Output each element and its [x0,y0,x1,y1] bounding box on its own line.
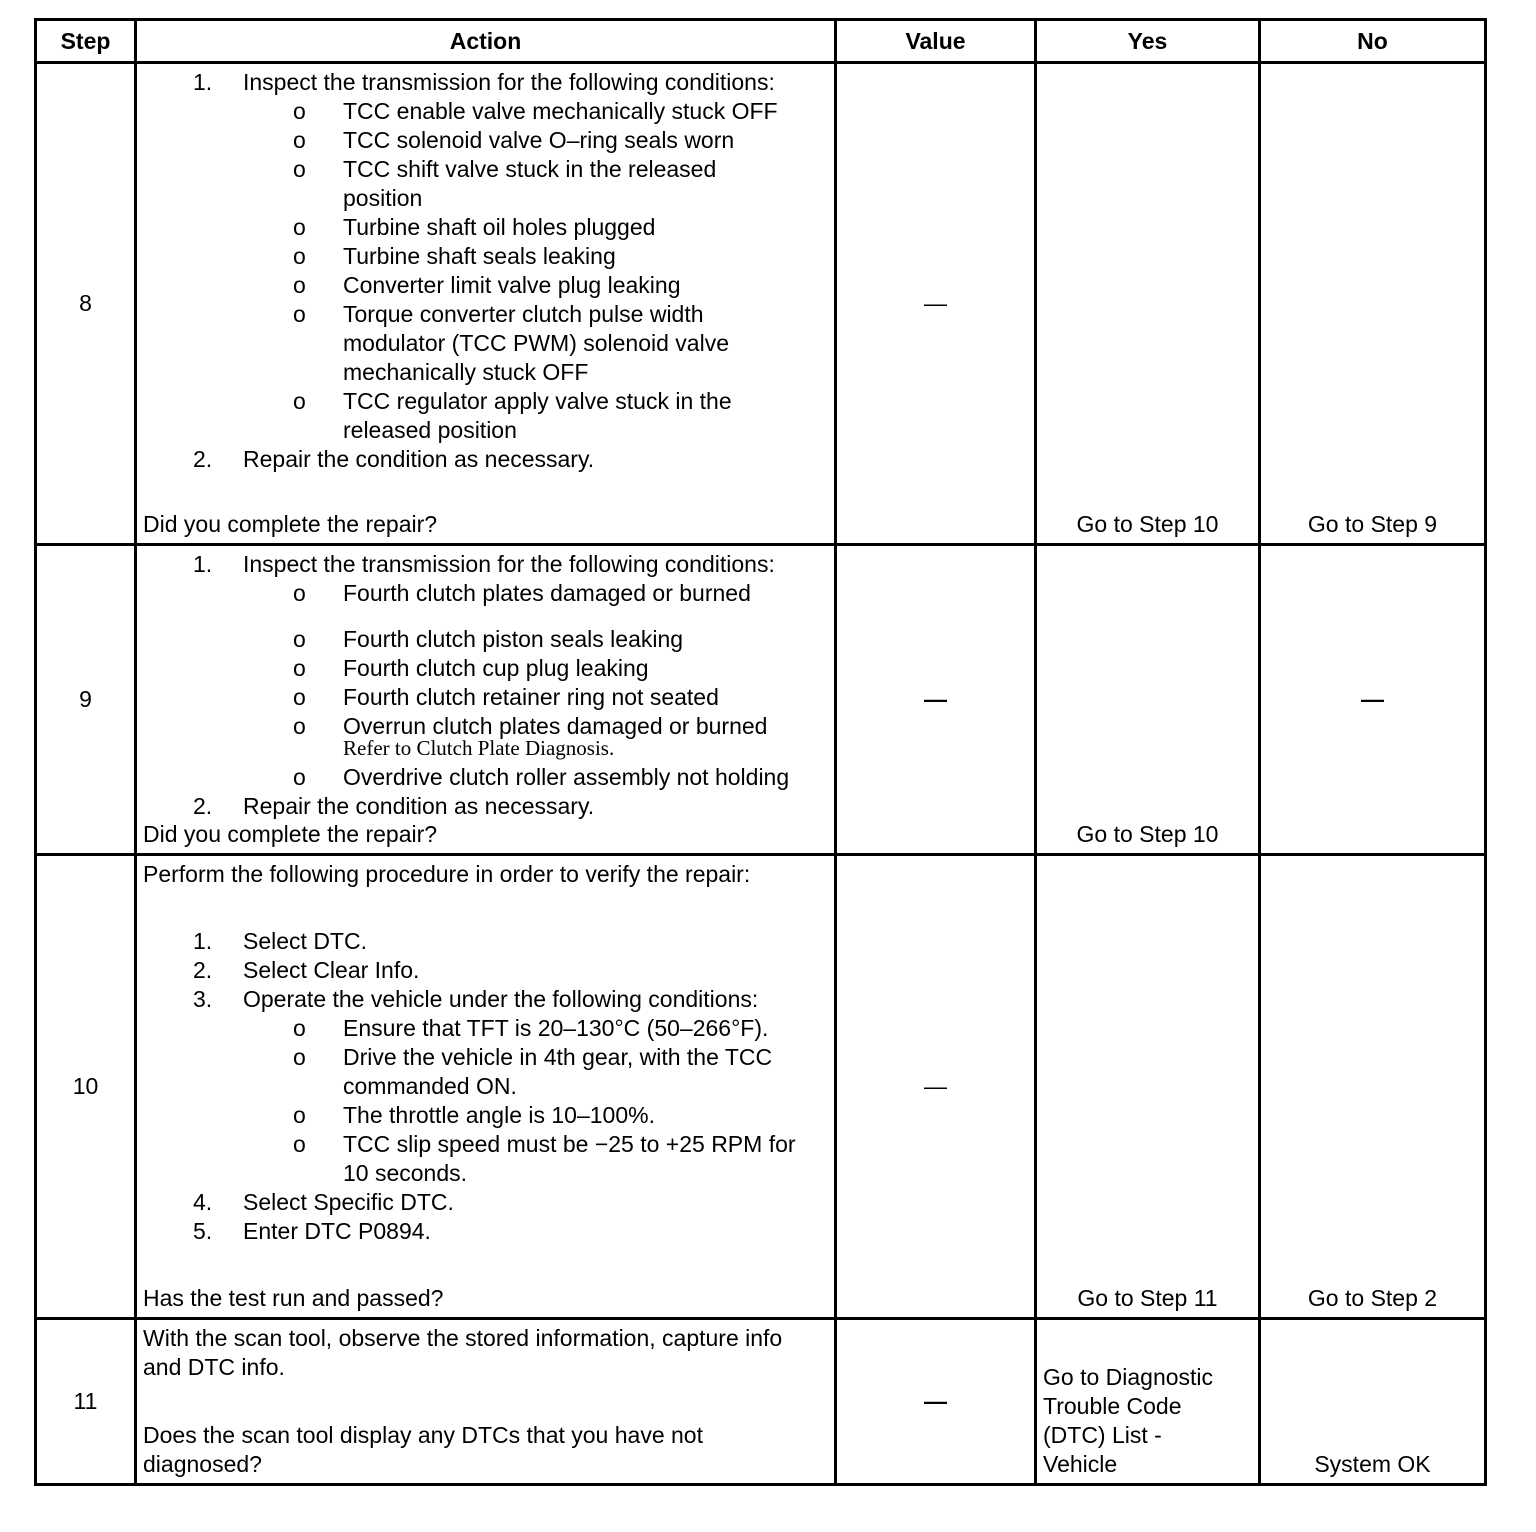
dtc-list-link[interactable]: Go to Diagnostic Trouble Code (DTC) List - Vehicle [1043,1364,1214,1477]
instruction-text: With the scan tool, observe the stored information, capture info and DTC info. [143,1325,783,1380]
no-dash: — [1361,686,1384,712]
value-cell [836,855,1036,1319]
bullet: o [293,580,306,606]
list-text: Repair the condition as necessary. [243,793,595,819]
list-item [143,271,828,300]
list-text: Inspect the transmission for the following conditions: [243,551,775,577]
step-number: 8 [36,63,136,545]
list-item [143,126,828,155]
list-text: Fourth clutch plates damaged or burned [343,580,751,606]
list-number: 1. [193,928,213,954]
list-text: Fourth clutch piston seals leaking [343,626,684,652]
list-item [143,1130,828,1188]
list-number: 2. [193,446,213,472]
bullet: o [293,98,306,124]
header-no: No [1260,20,1486,63]
list-text: Select DTC. [243,928,367,954]
list-text: Fourth clutch cup plug leaking [343,655,649,681]
list-item [143,927,828,956]
list-text: Converter limit valve plug leaking [343,272,681,298]
list-text: Enter DTC P0894. [243,1218,431,1244]
yes-link[interactable]: Go to Step 10 [1076,821,1219,847]
header-yes: Yes [1036,20,1260,63]
yes-cell [1036,855,1260,1319]
list-text: Overrun clutch plates damaged or burned [343,713,768,739]
list-item [143,1101,828,1130]
bullet: o [293,1131,306,1157]
step-number: 11 [36,1319,136,1485]
list-text: Operate the vehicle under the following conditions: [243,986,759,1012]
list-text: Overdrive clutch roller assembly not holding [343,764,790,790]
no-cell [1260,63,1486,545]
list-text: Select Specific DTC. [243,1189,454,1215]
list-item [143,300,828,387]
list-text: TCC slip speed must be −25 to +25 RPM for 10 seconds. [343,1131,796,1186]
list-text: Select Clear Info. [243,957,420,983]
value-cell [836,63,1036,545]
bullet: o [293,655,306,681]
list-item [143,550,828,579]
no-cell [1260,1319,1486,1485]
no-link[interactable]: Go to Step 9 [1307,511,1438,537]
question-text: Did you complete the repair? [143,821,438,847]
list-number: 2. [193,957,213,983]
step-number: 9 [36,545,136,855]
value-dash: — [924,1388,947,1414]
list-item [143,445,828,474]
list-item [143,387,828,445]
list-number: 1. [193,551,213,577]
table-row-step-10 [36,855,1486,1319]
value-dash: — [924,1073,947,1099]
bullet: o [293,214,306,240]
intro-text: Perform the following procedure in order to verify the repair: [143,861,751,887]
value-dash: — [924,686,947,712]
action-cell [136,545,836,855]
list-item [143,68,828,97]
list-item [143,654,828,683]
yes-link[interactable]: Go to Step 11 [1077,1285,1218,1311]
bullet: o [293,684,306,710]
table-row-step-11 [36,1319,1486,1485]
spacer [143,889,828,927]
list-item [143,683,828,712]
bullet: o [293,127,306,153]
list-item [143,1014,828,1043]
table-header-row [36,20,1486,63]
list-item [143,956,828,985]
bullet: o [293,388,306,414]
list-text: Ensure that TFT is 20–130°C (50–266°F). [343,1015,769,1041]
bullet: o [293,1102,306,1128]
list-number: 2. [193,793,213,819]
action-cell [136,1319,836,1485]
header-value: Value [836,20,1036,63]
bullet: o [293,156,306,182]
bullet: o [293,272,306,298]
list-item [143,1043,828,1101]
question-text: Does the scan tool display any DTCs that you have not diagnosed? [143,1422,703,1477]
header-step: Step [36,20,136,63]
list-item [143,579,828,608]
bullet: o [293,243,306,269]
list-text: Fourth clutch retainer ring not seated [343,684,719,710]
list-text: Turbine shaft seals leaking [343,243,616,269]
list-text: Drive the vehicle in 4th gear, with the TCC commanded ON. [343,1044,773,1099]
no-cell [1260,855,1486,1319]
question-text: Did you complete the repair? [143,511,438,537]
bullet: o [293,713,306,739]
list-text: TCC regulator apply valve stuck in the released position [343,388,732,443]
list-item [143,763,828,792]
spacer [143,608,828,625]
no-cell [1260,545,1486,855]
list-number: 3. [193,986,213,1012]
clutch-plate-diagnosis-link[interactable]: Refer to Clutch Plate Diagnosis. [343,736,615,760]
action-cell [136,855,836,1319]
system-ok-text: System OK [1314,1451,1431,1477]
bullet: o [293,301,306,327]
diagnostic-table [34,18,1487,1486]
list-text: Inspect the transmission for the following conditions: [243,69,775,95]
step-number: 10 [36,855,136,1319]
list-item [143,242,828,271]
list-item [143,985,828,1014]
list-text: TCC solenoid valve O–ring seals worn [343,127,735,153]
table-row-step-9 [36,545,1486,855]
table-row-step-8 [36,63,1486,545]
yes-cell [1036,63,1260,545]
header-action: Action [136,20,836,63]
list-item [143,97,828,126]
bullet: o [293,1044,306,1070]
list-item [143,1217,828,1246]
bullet: o [293,764,306,790]
list-item [143,792,828,821]
bullet: o [293,626,306,652]
list-text: Torque converter clutch pulse width modulator (TCC PWM) solenoid valve mechanically stuck OFF [343,301,730,385]
list-text: The throttle angle is 10–100%. [343,1102,655,1128]
list-number: 4. [193,1189,213,1215]
list-number: 1. [193,69,213,95]
list-text: TCC shift valve stuck in the released position [343,156,717,211]
question-text: Has the test run and passed? [143,1285,444,1311]
yes-cell [1036,545,1260,855]
value-cell [836,1319,1036,1485]
no-link[interactable]: Go to Step 2 [1307,1285,1438,1311]
list-text: Turbine shaft oil holes plugged [343,214,656,240]
list-text: TCC enable valve mechanically stuck OFF [343,98,778,124]
value-dash: — [924,290,947,316]
list-item [143,155,828,213]
list-item [143,1188,828,1217]
action-cell [136,63,836,545]
list-number: 5. [193,1218,213,1244]
yes-link[interactable]: Go to Step 10 [1076,511,1219,537]
value-cell [836,545,1036,855]
list-item [143,213,828,242]
list-item [143,625,828,654]
bullet: o [293,1015,306,1041]
list-text: Repair the condition as necessary. [243,446,595,472]
yes-cell [1036,1319,1260,1485]
